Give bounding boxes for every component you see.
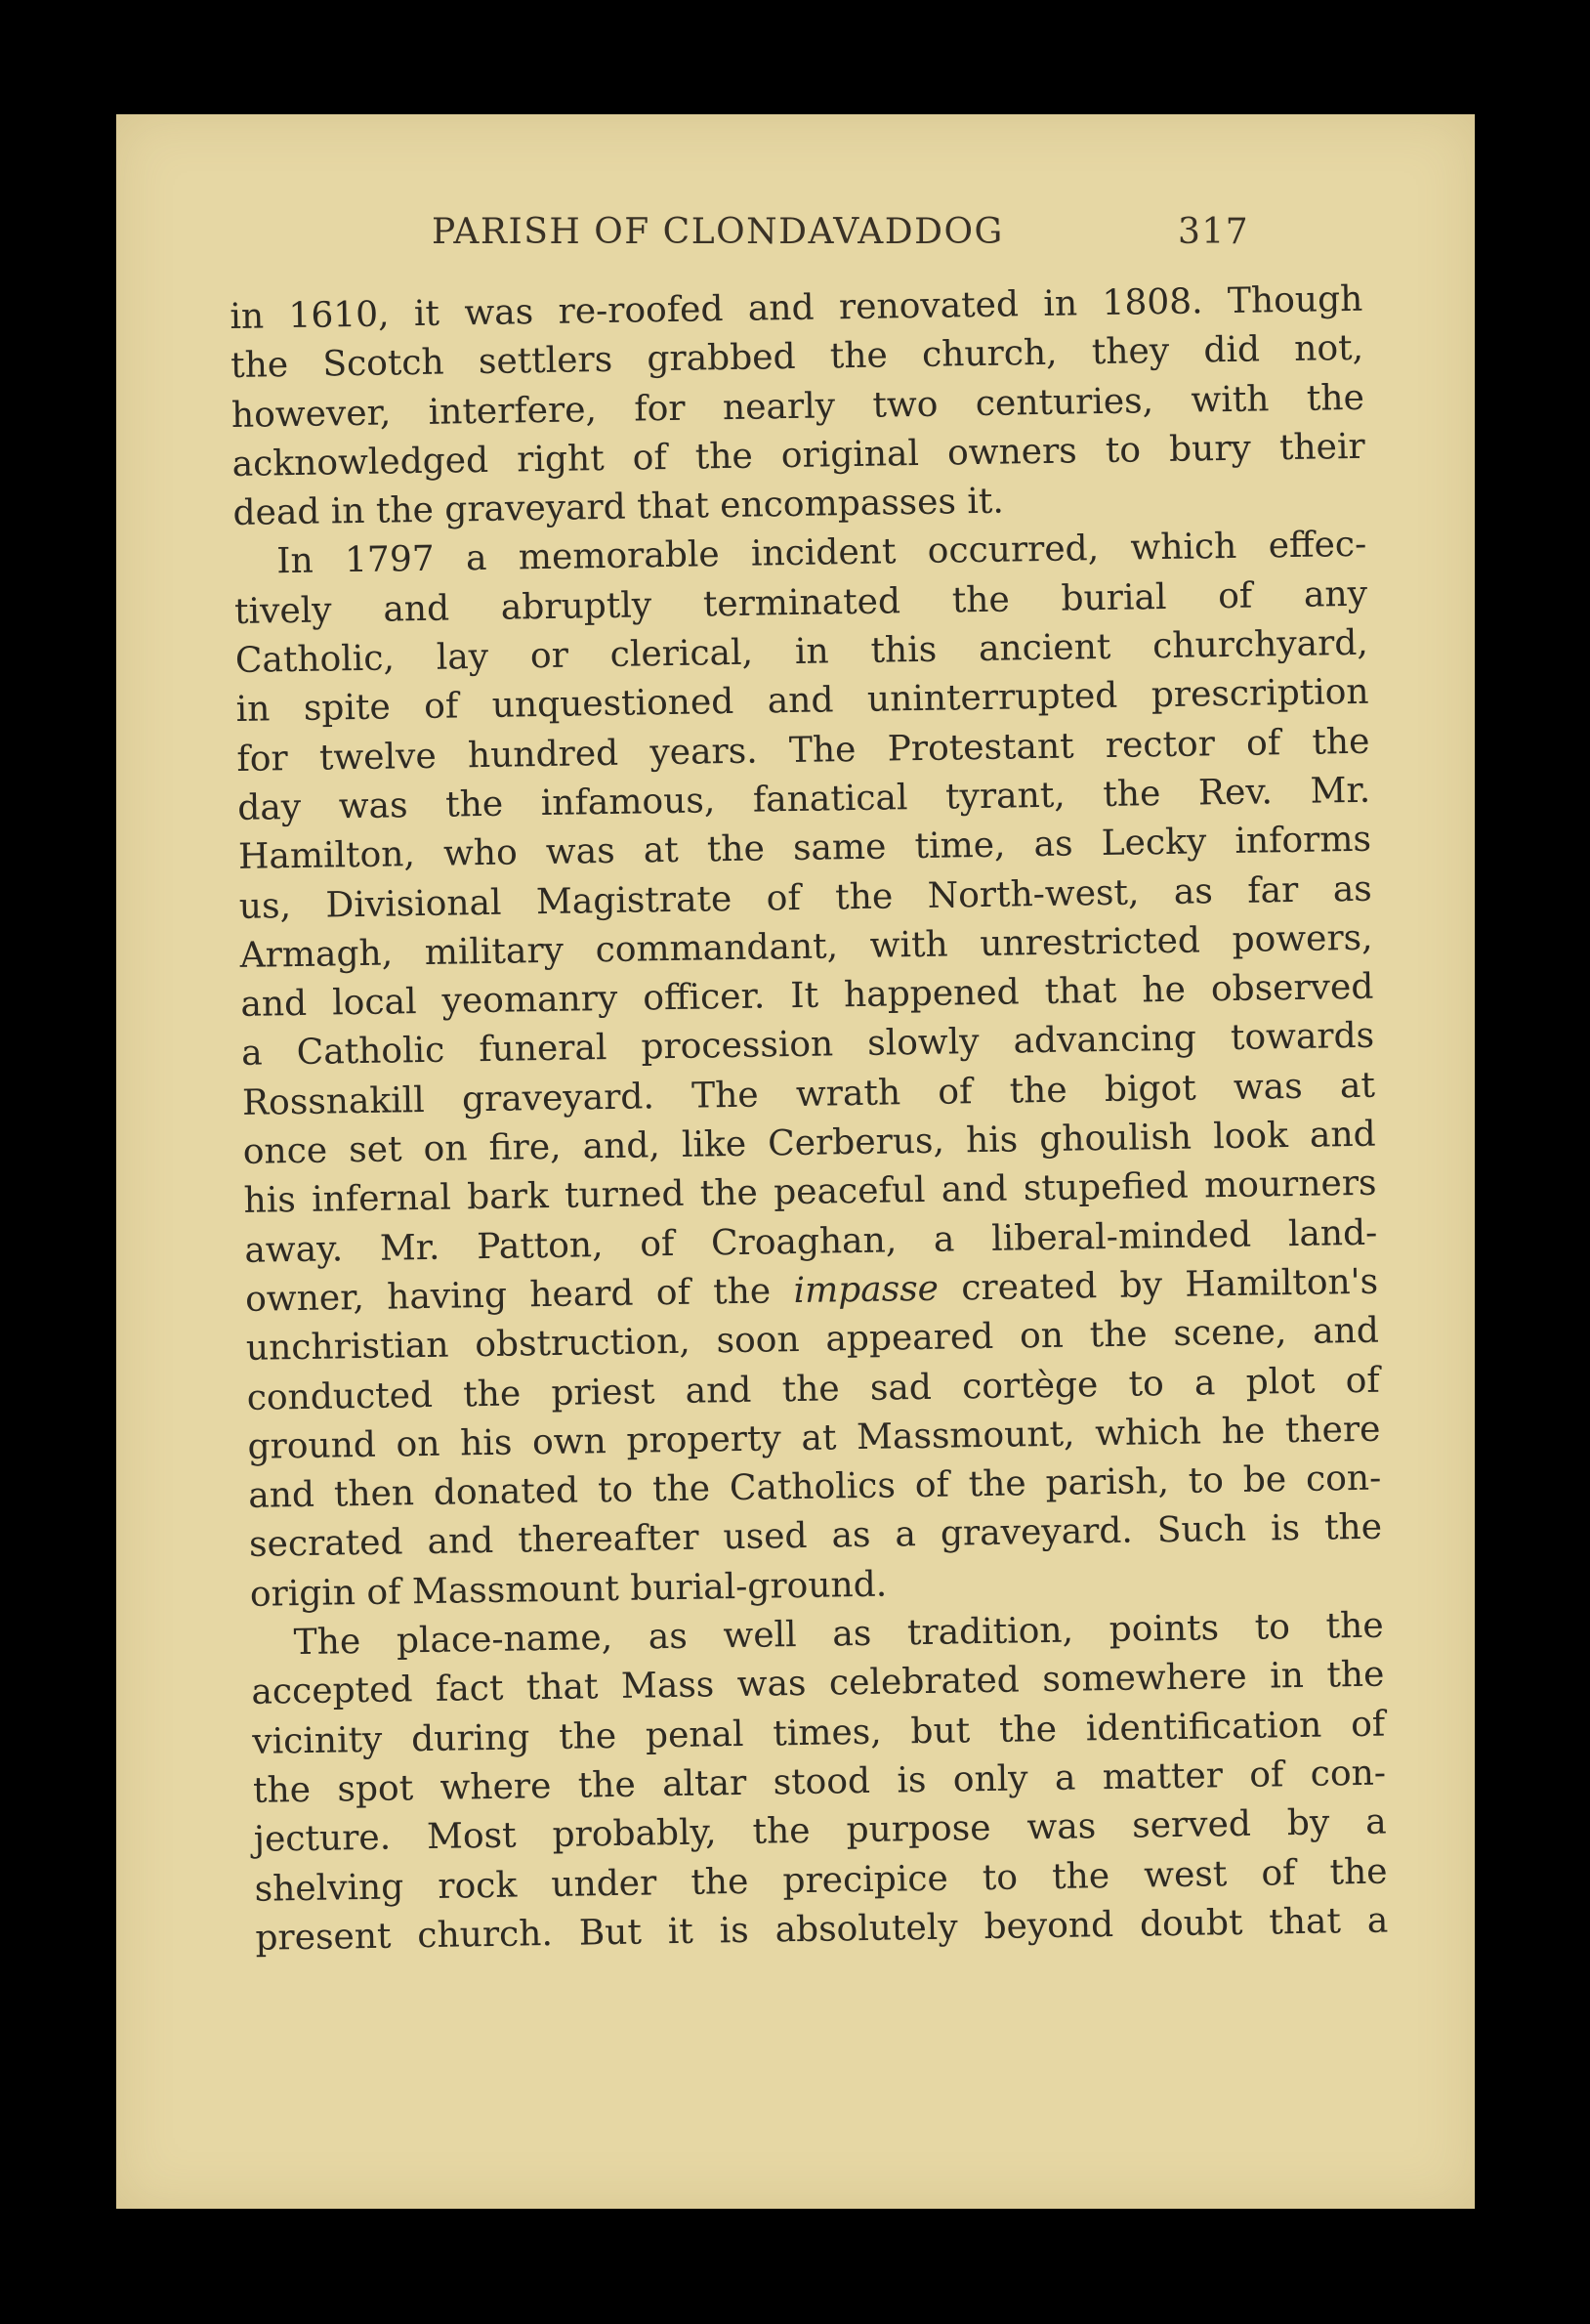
text-line: the Scotch settlers grabbed the church, they did not, <box>230 328 1364 387</box>
text-line: ground on his own property at Massmount, which he there <box>247 1409 1381 1467</box>
text-line: us, Divisional Magistrate of the North-west, as far as <box>238 868 1373 927</box>
text-line: shelving rock under the precipice to the west of the <box>254 1851 1388 1910</box>
running-title: PARISH OF CLONDAVADDOG <box>432 212 1004 252</box>
text-line: accepted fact that Mass was celebrated somewhere in the <box>251 1654 1385 1713</box>
italic-word: impasse <box>793 1268 940 1311</box>
text-line: in 1610, it was re-roofed and renovated in 1808. Though <box>230 278 1363 337</box>
page-header <box>116 212 1475 271</box>
text-line: away. Mr. Patton, of Croaghan, a liberal-minded land- <box>244 1212 1378 1271</box>
text-line: a Catholic funeral procession slowly advancing towards <box>240 1016 1375 1075</box>
text-line: acknowledged right of the original owners to bury their <box>231 426 1365 485</box>
book-page <box>116 114 1475 2209</box>
page-number: 317 <box>1178 212 1250 252</box>
text-line: Rossnakill graveyard. The wrath of the bigot was at <box>241 1065 1376 1123</box>
text-line: for twelve hundred years. The Protestant rector of the <box>236 721 1370 780</box>
text-line: and local yeomanry officer. It happened that he observed <box>240 966 1374 1026</box>
text-line: jecture. Most probably, the purpose was served by a <box>253 1801 1388 1861</box>
text-line: In 1797 a memorable incident occurred, which effec- <box>276 525 1367 582</box>
text-line: The place-name, as well as tradition, points to the <box>293 1605 1384 1664</box>
text-line: unchristian obstruction, soon appeared on the scene, and <box>245 1310 1380 1370</box>
text-line: however, interfere, for nearly two centuries, with the <box>230 377 1365 436</box>
text-line: origin of Massmount burial-ground. <box>249 1564 888 1615</box>
text-line: once set on fire, and, like Cerberus, his ghoulish look and <box>242 1114 1376 1172</box>
body-text <box>230 275 1389 1964</box>
text-line: conducted the priest and the sad cortège to a plot of <box>246 1360 1380 1418</box>
text-line: present church. But it is absolutely beyond doubt that a <box>255 1900 1389 1959</box>
text-line: day was the infamous, fanatical tyrant, the Rev. Mr. <box>236 770 1371 828</box>
text-line: his infernal bark turned the peaceful and stupefied mourners <box>243 1163 1377 1222</box>
text-line: Catholic, lay or clerical, in this ancient churchyard, <box>234 622 1369 682</box>
text-line: in spite of unquestioned and uninterrupted prescription <box>235 672 1369 731</box>
text-line: Hamilton, who was at the same time, as Lecky informs <box>237 819 1372 878</box>
text-line: owner, having heard of the impasse created by Hamilton's <box>244 1261 1379 1320</box>
text-line: secrated and thereafter used as a graveyard. Such is the <box>248 1507 1383 1566</box>
text-line: tively and abruptly terminated the burial of any <box>233 573 1368 632</box>
text-line: and then donated to the Catholics of the parish, to be con- <box>248 1458 1382 1516</box>
text-line: dead in the graveyard that encompasses it. <box>232 481 1005 534</box>
text-line: the spot where the altar stood is only a matter of con- <box>252 1753 1387 1811</box>
text-line: vicinity during the penal times, but the identification of <box>251 1704 1386 1762</box>
text-line: Armagh, military commandant, with unrestricted powers, <box>239 917 1373 976</box>
